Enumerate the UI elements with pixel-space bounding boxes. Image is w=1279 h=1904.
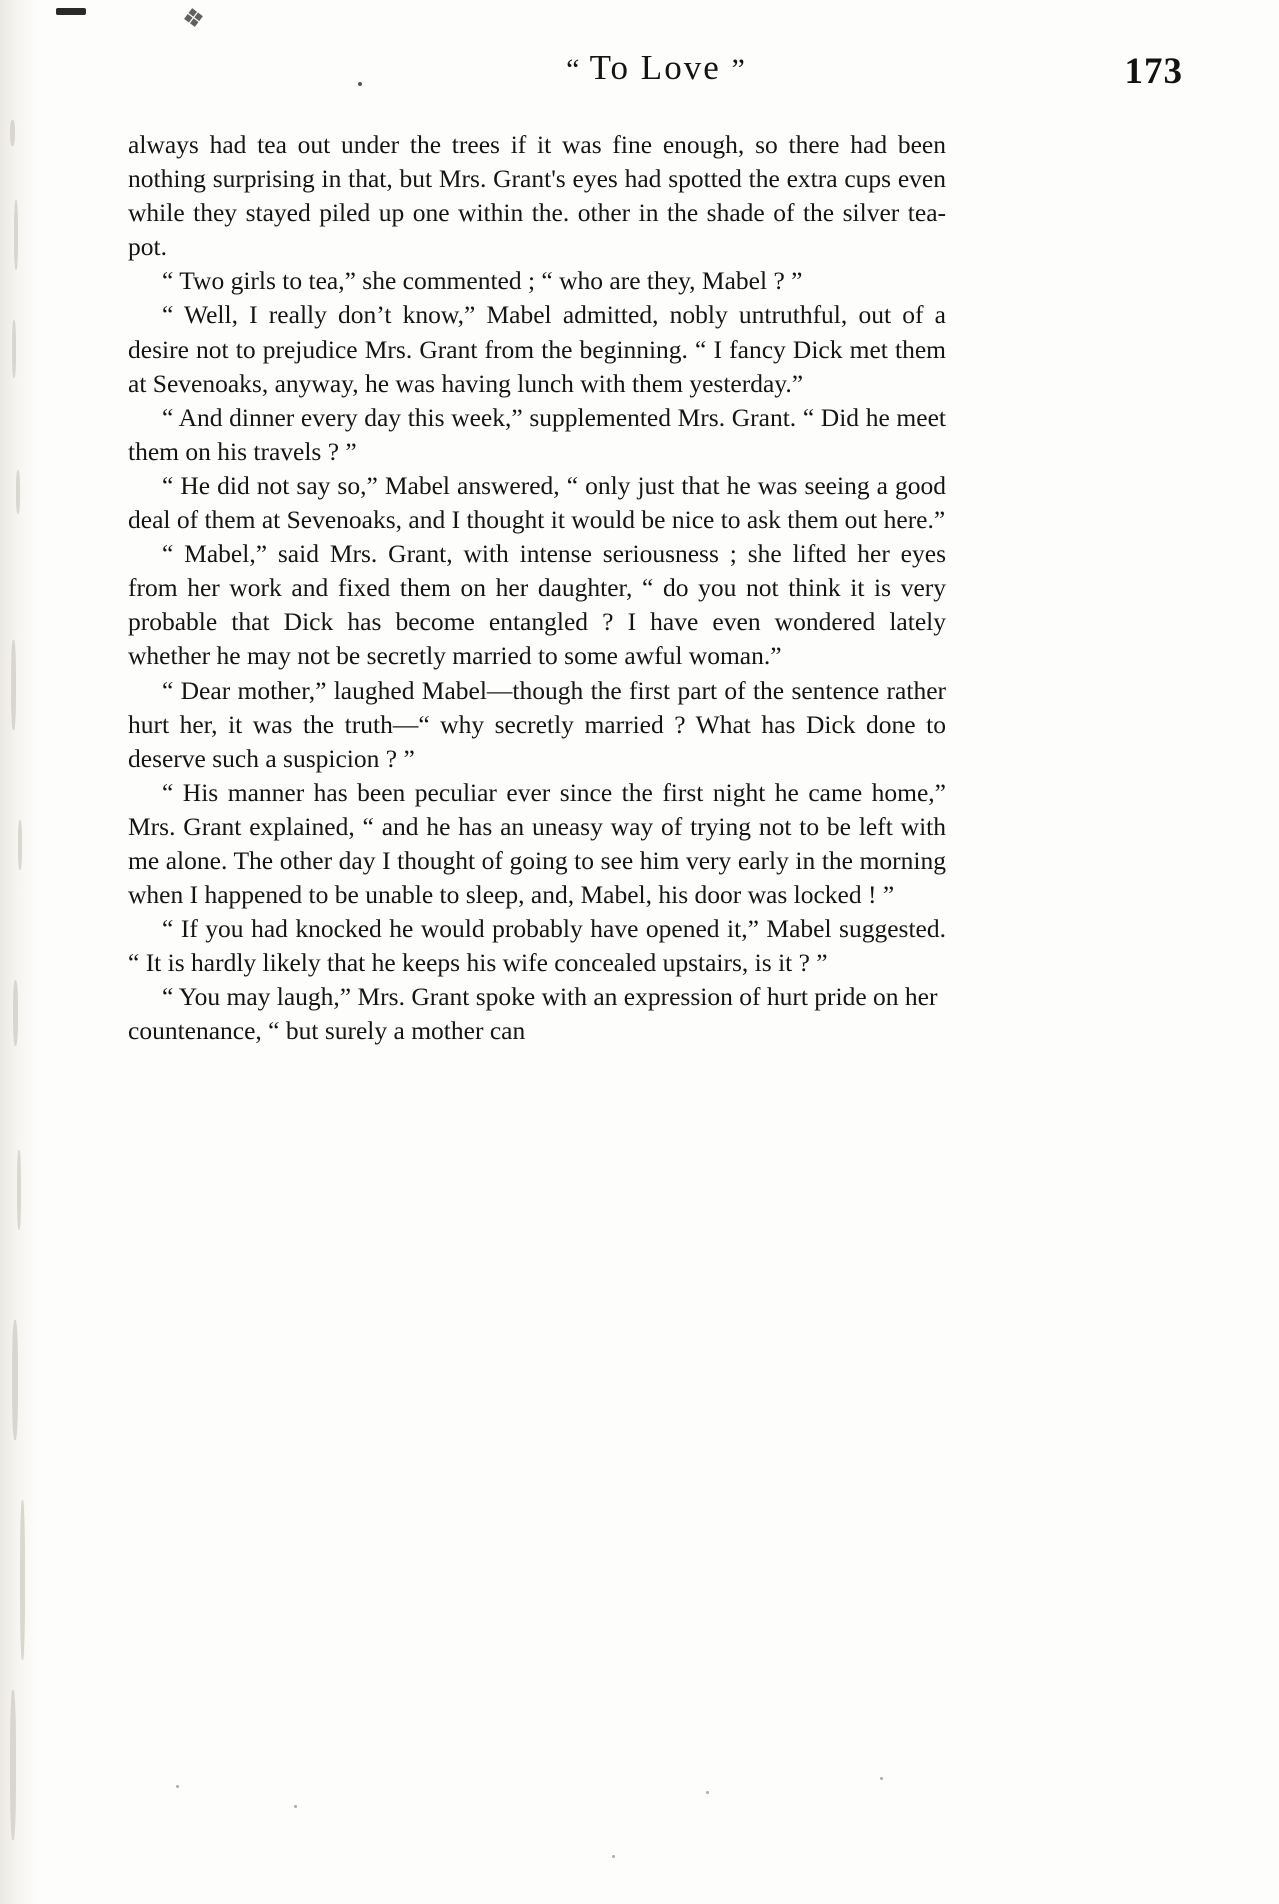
paragraph: “ Well, I really don’t know,” Mabel admitted, nobly untruthful, out of a desire not to prejudice Mrs. Grant from the beginning. “ I fancy Dick met them at Sevenoaks, anyway, he was having lunch with them yesterday.” [128,300,946,398]
scan-left-edge [0,0,38,1904]
paragraph: always had tea out under the trees if it was fine enough, so there had been nothing surprising in that, but Mrs. Grant's eyes had spotted the extra cups even while they stayed piled up one within the. other in the shade of the silver tea-pot. [128,130,946,262]
page-body [128,128,946,1049]
ink-speck [612,1855,615,1858]
ink-speck [294,1805,297,1808]
paragraph: “ You may laugh,” Mrs. Grant spoke with an expression of hurt pride on her countenance, “ but surely a mother can [128,982,938,1046]
scan-mark-dash [56,8,86,15]
scan-artifact [11,640,16,730]
paragraph: “ He did not say so,” Mabel answered, “ only just that he was seeing a good deal of them at Sevenoaks, and I thought it would be nice to ask them out here.” [128,470,946,535]
ink-speck [706,1791,709,1794]
paragraph: “ And dinner every day this week,” supplemented Mrs. Grant. “ Did he meet them on his travels ? ” [128,402,946,466]
paragraph: “ Dear mother,” laughed Mabel—though the first part of the sentence rather hurt her, it was the truth—“ why secretly married ? What has Dick done to deserve such a suspicion ? ” [128,675,946,773]
scan-artifact [12,320,16,378]
scan-artifact [12,1320,18,1440]
scan-artifact [10,120,15,146]
ink-speck [880,1777,883,1780]
scan-mark-glyph: ❖ [180,2,208,36]
page-number: 173 [1124,51,1183,92]
scan-artifact [20,1500,25,1660]
scan-artifact [14,200,18,270]
page-header [128,48,1183,100]
scan-artifact [18,820,22,870]
paragraph: “ Two girls to tea,” she commented ; “ who are they, Mabel ? ” [162,266,803,296]
paragraph: “ If you had knocked he would probably have opened it,” Mabel suggested. “ It is hardly likely that he keeps his wife concealed upstairs, is it ? ” [128,914,946,978]
running-title-text: To Love [589,48,721,87]
ink-speck [176,1785,179,1788]
scan-artifact [16,470,20,514]
scan-artifact [13,980,18,1046]
running-title [566,48,745,88]
scan-artifact [10,1690,16,1840]
page-footer-artifacts [0,1674,1279,1904]
running-title-close-quote: ” [731,53,745,86]
scan-artifact [17,1150,21,1230]
running-title-open-quote: “ [566,53,580,86]
paragraph: “ Mabel,” said Mrs. Grant, with intense seriousness ; she lifted her eyes from her work and fixed them on her daughter, “ do you not think it is very probable that Dick has become entangled ? I have even wondered lately whether he may not be secretly married to some awful woman.” [128,539,946,671]
paragraph: “ His manner has been peculiar ever since the first night he came home,” Mrs. Grant explained, “ and he has an uneasy way of trying not to be left with me alone. The other day I thought of going to see him very early in the morning when I happened to be unable to sleep, and, Mabel, his door was locked ! ” [128,777,946,910]
ink-speck [358,82,362,86]
